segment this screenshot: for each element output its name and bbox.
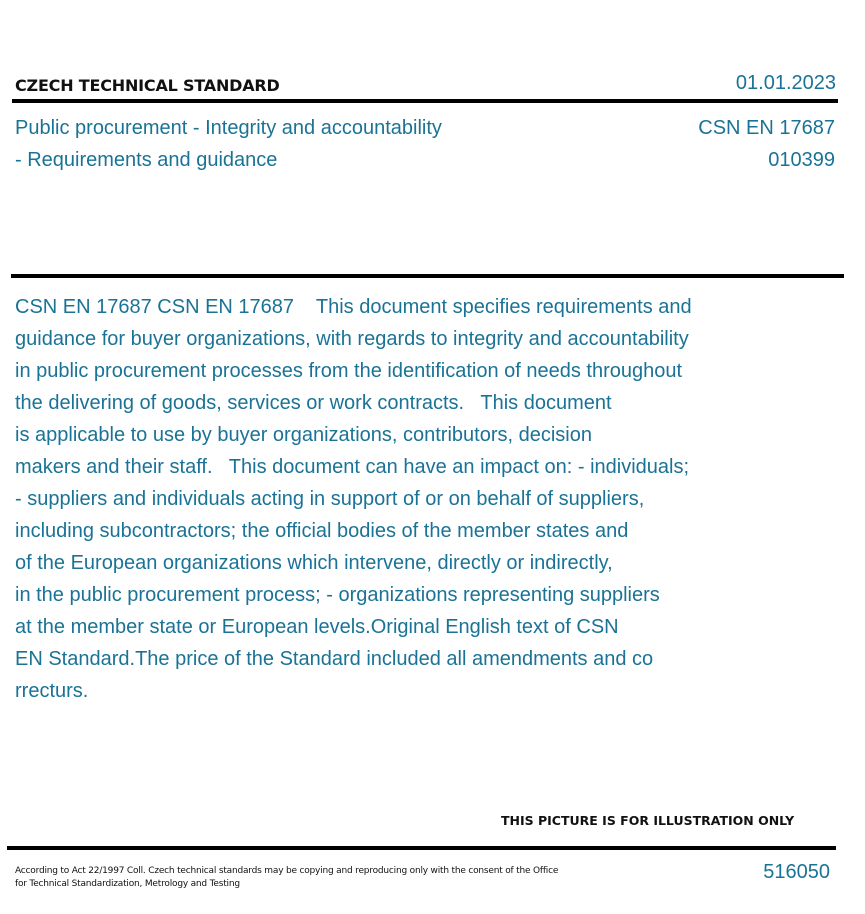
abstract-line: in the public procurement process; - organizations representing suppliers	[15, 584, 660, 606]
header-title: CZECH TECHNICAL STANDARD	[15, 76, 280, 95]
abstract-line: guidance for buyer organizations, with regards to integrity and accountability	[15, 328, 689, 350]
abstract-line: is applicable to use by buyer organizations, contributors, decision	[15, 424, 592, 446]
abstract-line: EN Standard.The price of the Standard included all amendments and co	[15, 648, 654, 670]
abstract-line: makers and their staff. This document can have an impact on: - individuals;	[15, 456, 690, 478]
abstract-line: the delivering of goods, services or work contracts. This document	[15, 392, 612, 414]
header-date: 01.01.2023	[735, 72, 836, 94]
standard-designation: CSN EN 17687	[698, 117, 835, 139]
footer-legal-note	[15, 865, 558, 891]
standard-title-line-1: Public procurement - Integrity and accountability	[15, 117, 442, 139]
standard-title-line-2: - Requirements and guidance	[15, 149, 278, 171]
standard-class-code: 010399	[768, 149, 835, 171]
abstract-line: - suppliers and individuals acting in support of or on behalf of suppliers,	[15, 488, 645, 510]
abstract-line: in public procurement processes from the identification of needs throughout	[15, 360, 683, 382]
abstract-line: at the member state or European levels.Original English text of CSN	[15, 616, 619, 638]
abstract-text	[15, 291, 755, 707]
abstract-line: CSN EN 17687 CSN EN 17687 This document specifies requirements and	[15, 296, 692, 318]
footer-note-line-1: According to Act 22/1997 Coll. Czech technical standards may be copying and reproducing only with the consent of the Office	[15, 866, 559, 876]
title-divider	[11, 274, 844, 278]
header-divider	[12, 99, 838, 103]
footer-divider	[7, 846, 836, 850]
abstract-line: of the European organizations which intervene, directly or indirectly,	[15, 552, 613, 574]
footer-note-line-2: for Technical Standardization, Metrology and Testing	[15, 879, 240, 889]
footer-number: 516050	[763, 861, 830, 883]
abstract-line: rrecturs.	[15, 680, 89, 702]
abstract-line: including subcontractors; the official bodies of the member states and	[15, 520, 629, 542]
illustration-note: THIS PICTURE IS FOR ILLUSTRATION ONLY	[501, 813, 795, 828]
